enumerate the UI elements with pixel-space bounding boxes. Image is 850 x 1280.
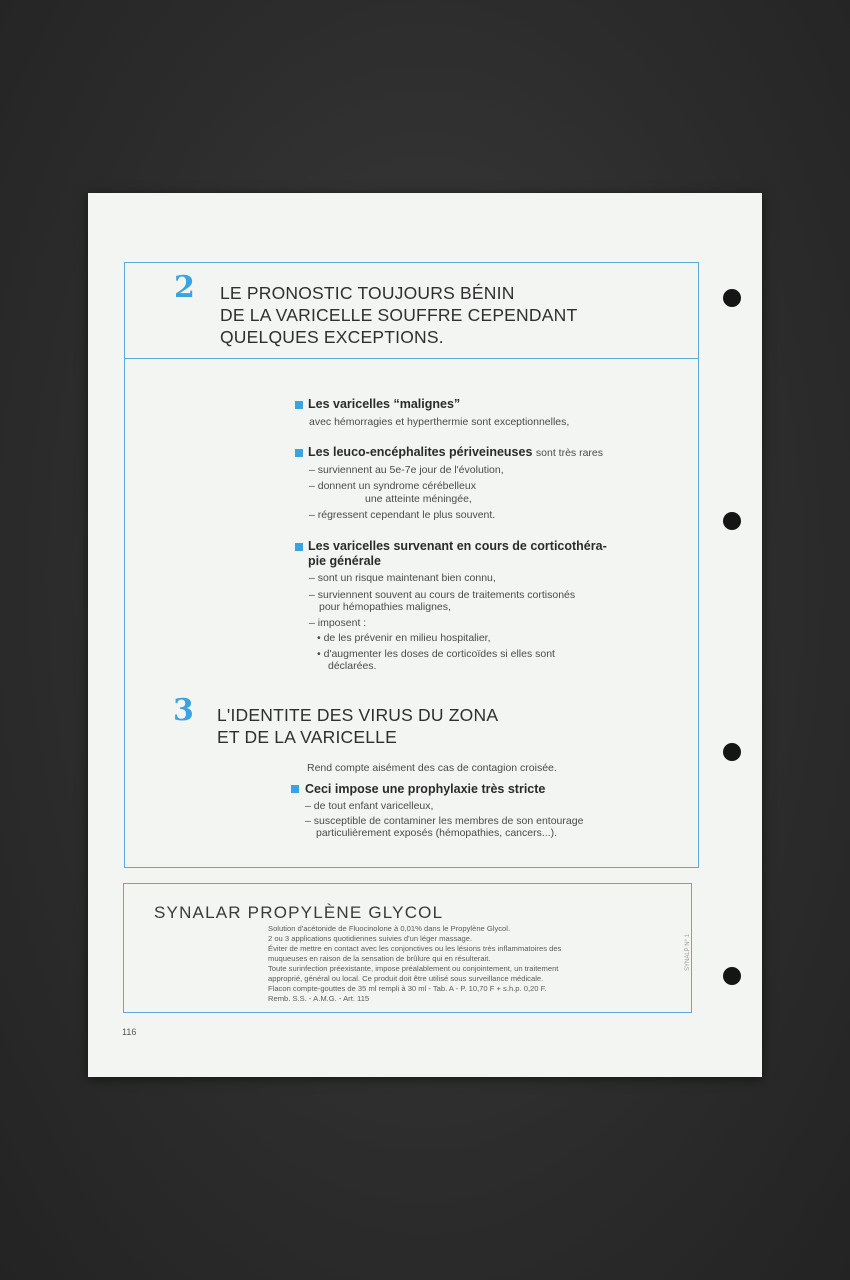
document-page bbox=[88, 193, 762, 1077]
item-line: avec hémorragies et hyperthermie sont exceptionnelles, bbox=[309, 416, 570, 428]
item-line: – de tout enfant varicelleux, bbox=[305, 800, 434, 812]
section-intro: Rend compte aisément des cas de contagion croisée. bbox=[307, 762, 557, 774]
header-divider bbox=[125, 358, 698, 359]
product-text-line: Toute surinfection préexistante, impose préalablement ou conjointement, un traitement bbox=[268, 964, 559, 973]
section-number: 2 bbox=[174, 270, 195, 305]
item-line: – susceptible de contaminer les membres de son entourage bbox=[305, 815, 584, 827]
bullet-square bbox=[295, 543, 303, 551]
product-name: SYNALAR PROPYLÈNE GLYCOL bbox=[154, 903, 444, 922]
item-line: une atteinte méningée, bbox=[365, 493, 472, 505]
page-number: 116 bbox=[122, 1027, 137, 1037]
item-line: – donnent un syndrome cérébelleux bbox=[309, 480, 476, 492]
item-line: • de les prévenir en milieu hospitalier, bbox=[317, 632, 491, 644]
item-line: – régressent cependant le plus souvent. bbox=[309, 509, 496, 521]
item-line: particulièrement exposés (hémopathies, cancers...). bbox=[316, 827, 558, 839]
binder-hole bbox=[723, 743, 741, 761]
section-heading-line: LE PRONOSTIC TOUJOURS BÉNIN bbox=[220, 283, 515, 303]
bullet-square bbox=[295, 401, 303, 409]
product-text-line: 2 ou 3 applications quotidiennes suivies d'un léger massage. bbox=[268, 934, 473, 943]
item-title: Les varicelles survenant en cours de corticothéra- bbox=[308, 539, 607, 553]
item-title: Les leuco-encéphalites périveineuses sont très rares bbox=[308, 445, 603, 459]
section-heading-line: L'IDENTITE DES VIRUS DU ZONA bbox=[217, 705, 499, 725]
item-line: pour hémopathies malignes, bbox=[319, 601, 451, 613]
product-text-line: Solution d'acétonide de Fluocinolone à 0,01% dans le Propylène Glycol. bbox=[268, 924, 511, 933]
item-line: • d'augmenter les doses de corticoïdes si elles sont bbox=[317, 648, 555, 660]
item-line: – sont un risque maintenant bien connu, bbox=[309, 572, 496, 584]
section-heading-line: ET DE LA VARICELLE bbox=[217, 727, 397, 747]
item-line: déclarées. bbox=[328, 660, 377, 672]
product-text-line: muqueuses en raison de la sensation de brûlure qui en résulterait. bbox=[268, 954, 491, 963]
product-text-line: Éviter de mettre en contact avec les conjonctives ou les lésions très inflammatoires des bbox=[268, 944, 562, 953]
item-title: Ceci impose une prophylaxie très stricte bbox=[305, 782, 546, 796]
binder-hole bbox=[723, 512, 741, 530]
bullet-square bbox=[291, 785, 299, 793]
item-line: – surviennent au 5e-7e jour de l'évolution, bbox=[309, 464, 504, 476]
item-line: – imposent : bbox=[309, 617, 367, 629]
item-line: – surviennent souvent au cours de traitements cortisonés bbox=[309, 589, 576, 601]
section-heading-line: DE LA VARICELLE SOUFFRE CEPENDANT bbox=[220, 305, 578, 325]
item-title: Les varicelles “malignes” bbox=[308, 397, 461, 411]
binder-hole bbox=[723, 289, 741, 307]
side-code: SYNALP N° 1 bbox=[685, 934, 691, 971]
item-title: pie générale bbox=[308, 554, 381, 568]
product-text-line: approprié, général ou local. Ce produit doit être utilisé sous surveillance médicale. bbox=[268, 974, 544, 983]
product-text-line: Flacon compte-gouttes de 35 ml rempli à 30 ml - Tab. A - P. 10,70 F + s.h.p. 0,20 F. bbox=[268, 984, 547, 993]
bullet-square bbox=[295, 449, 303, 457]
section-heading-line: QUELQUES EXCEPTIONS. bbox=[220, 327, 444, 347]
product-text-line: Remb. S.S. - A.M.G. - Art. 115 bbox=[268, 994, 370, 1003]
section-number: 3 bbox=[173, 693, 194, 728]
binder-hole bbox=[723, 967, 741, 985]
content-frame bbox=[124, 262, 699, 868]
